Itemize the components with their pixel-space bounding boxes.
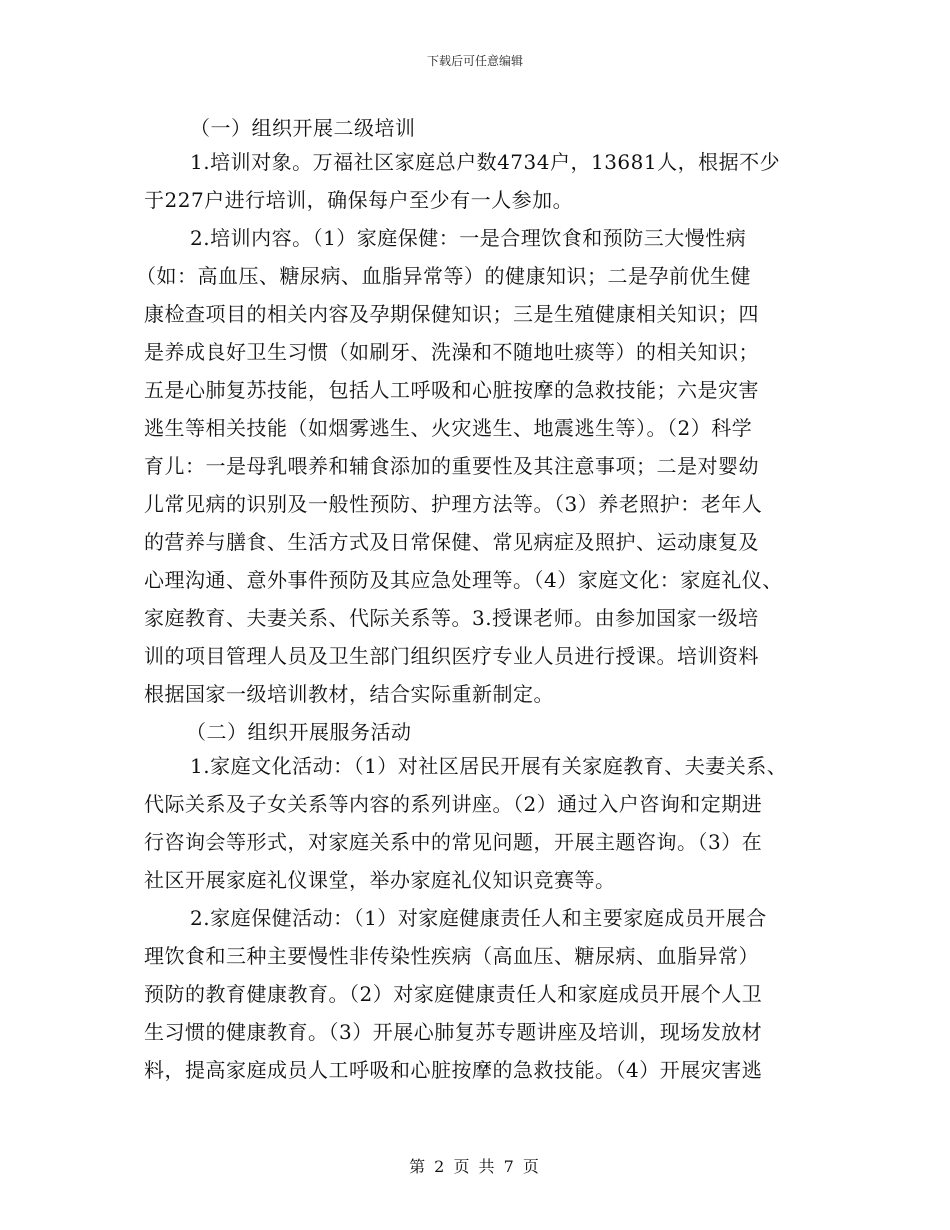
- paragraph-line: 是养成良好卫生习惯（如刷牙、洗澡和不随地吐痰等）的相关知识；: [144, 340, 759, 364]
- paragraph-line: 五是心肺复苏技能，包括人工呼吸和心脏按摩的急救技能；六是灾害: [144, 378, 759, 402]
- paragraph-line: 根据国家一级培训教材，结合实际重新制定。: [144, 682, 554, 706]
- paragraph-line: 训的项目管理人员及卫生部门组织医疗专业人员进行授课。培训资料: [144, 644, 759, 668]
- paragraph-line: 于227户进行培训，确保每户至少有一人参加。: [144, 188, 574, 212]
- paragraph-line: 心理沟通、意外事件预防及其应急处理等。（4）家庭文化：家庭礼仪、: [144, 568, 783, 592]
- paragraph-line: （如：高血压、糖尿病、血脂异常等）的健康知识；二是孕前优生健: [136, 264, 751, 288]
- paragraph-line: 行咨询会等形式，对家庭关系中的常见问题，开展主题咨询。（3）在: [144, 830, 763, 854]
- paragraph-line: 料，提高家庭成员人工呼吸和心脏按摩的急救技能。（4）开展灾害逃: [144, 1058, 763, 1082]
- paragraph-line: 社区开展家庭礼仪课堂，举办家庭礼仪知识竞赛等。: [144, 868, 616, 892]
- paragraph-line: 1.家庭文化活动：（1）对社区居民开展有关家庭教育、夫妻关系、: [190, 754, 788, 778]
- paragraph-line: 预防的教育健康教育。（2）对家庭健康责任人和家庭成员开展个人卫: [144, 982, 763, 1006]
- paragraph-line: 代际关系及子女关系等内容的系列讲座。（2）通过入户咨询和定期进: [144, 792, 763, 816]
- paragraph-line: 家庭教育、夫妻关系、代际关系等。3.授课老师。由参加国家一级培: [144, 606, 759, 630]
- paragraph-line: 的营养与膳食、生活方式及日常保健、常见病症及照护、运动康复及: [144, 530, 759, 554]
- paragraph-line: 2.家庭保健活动：（1）对家庭健康责任人和主要家庭成员开展合: [190, 906, 767, 930]
- paragraph-line: 理饮食和三种主要慢性非传染性疾病（高血压、糖尿病、血脂异常）: [144, 944, 759, 968]
- paragraph-line: 逃生等相关技能（如烟雾逃生、火灾逃生、地震逃生等）。（2）科学: [144, 416, 753, 440]
- paragraph-line: 生习惯的健康教育。（3）开展心肺复苏专题讲座及培训，现场发放材: [144, 1020, 763, 1044]
- heading-section-1: （一）组织开展二级培训: [190, 116, 416, 140]
- page-number-footer: 第 2 页 共 7 页: [409, 1157, 541, 1176]
- heading-section-2: （二）组织开展服务活动: [186, 720, 412, 744]
- paragraph-line: 儿常见病的识别及一般性预防、护理方法等。（3）养老照护：老年人: [144, 492, 763, 516]
- paragraph-line: 2.培训内容。（1）家庭保健：一是合理饮食和预防三大慢性病: [190, 226, 747, 250]
- paragraph-line: 育儿：一是母乳喂养和辅食添加的重要性及其注意事项；二是对婴幼: [144, 454, 759, 478]
- page-header: 下载后可任意编辑: [426, 54, 523, 68]
- paragraph-line: 1.培训对象。万福社区家庭总户数4734户，13681人，根据不少: [190, 150, 781, 174]
- paragraph-line: 康检查项目的相关内容及孕期保健知识；三是生殖健康相关知识；四: [144, 302, 759, 326]
